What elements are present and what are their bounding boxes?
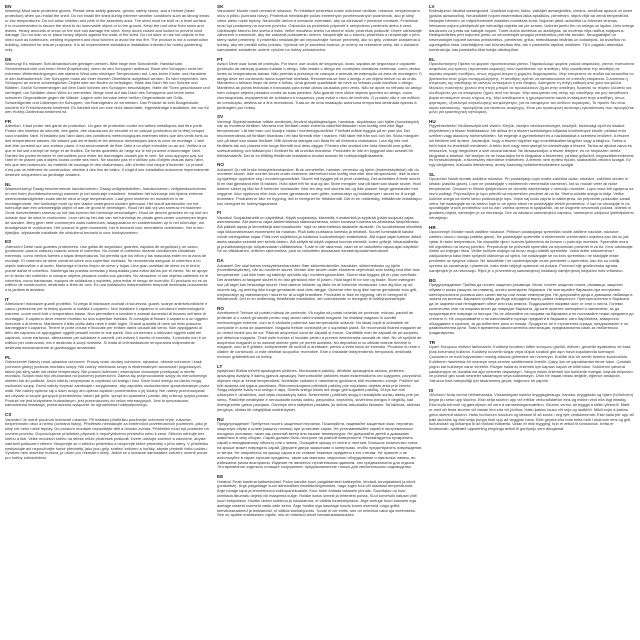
language-section-sl bbox=[429, 172, 634, 221]
language-section-no bbox=[217, 162, 422, 206]
warning-paragraph: Attention, il faut porter des gants de protection. Un gant de protection contre les arêtes métalliques doit être porté. Portez des lunettes de sécurité, des gants, des chaussures de sécurité et un casque (protection de la tête) lorsque vous installez l'abri. N'installez pas l'abri dans des conditions météorologiques extrêmes telles que des vents forts ou des températures basses. Ne laissez pas les enfants et les animaux domestiques dans la zone de montage. L'abri doit être construit sur une surface plane. Il est recommandé de fixer l'abri à un objet immobile ou au sol. Veillez à ce que le toit soit exempt de neige et de feuilles. De fortes quantités de neige sur le toit peuvent endommager l'abri. Gardez les portes fermées et verrouillées pour éviter les dommages causés par le vent. Ne vous appuyez pas sur l'abri et ne placez pas d'objets lourds contre ses murs. Ne stockez pas et n'utilisez pas d'objets chauds dans l'abri, tels que des barbecues, du matériel de soudage et des chalumeaux, afin d'éviter tout risque d'incendie. Le produit n'est pas un bâtiment de construction, destiné à des fins de loisirs. Il s'agit d'une installation autonome impermanente destinée uniquement au jardinage amateur. bbox=[5, 123, 210, 177]
warning-paragraph: Предупреждение! Требуется носить защитные перчатки. Пожалуйста, надевайте защитные очки, перчатки, защитную обувь и шлем (защиту головы) при установке сарая. Не устанавливайте сарай в экстремальных погодных условиях, таких как сильный ветер или низкие температуры. Не допускайте детей и домашних животных в зону сборки. Сарай должен быть построен на ровной поверхности. Рекомендуется прикрепить сарай к неподвижному объекту или к земле. Очищайте крышу от снега и листьев. Большое количество снега на крыше может повредить сарай. Держите двери закрытыми и запертыми, чтобы предотвратить повреждения от ветра. Не опирайтесь на крышу сарая и не ставьте тяжелые предметы к его стенам. Не храните и не используйте в сарае горячие предметы, такие как мангалы, сварочное оборудование и паяльные лампы, во избежание риска возгорания. Изделие не является строительным зданием, оно предназначено для отдыха. Это временное отдельно стоящее сооружение, предназначенное только для любительского садоводства. bbox=[217, 420, 422, 470]
language-code: PT bbox=[217, 56, 223, 62]
text-column-1 bbox=[5, 4, 210, 636]
warning-paragraph: Opozorilo! Nositi morate zaščitne rokavice. Pri postavljanju lope nosite zaščitna očala, rokavice, zaščitno obutev in čelado (zaščita glave). Lope ne postavljajte v ekstremnih vremenskih razmerah, kot so močan veter ali nizke temperature. Otrokom in hišnim ljubljenčkom ne dovolite zadrževanja v območju montaže. Lopa mora biti zgrajena na ravni podlagi. Priporočljivo je lopo pritrditi na nepremičen predmet ali na tla. Streho očistite snega in listja. Velike količine snega na strehi lahko poškodujejo lopo. Vrata naj bodo zaprta in zaklenjena, da preprečite poškodbe zaradi vetra. Ne naslanjajte se na streho lope in ob njene stene ne postavljajte težkih predmetov. V lopi ne shranjujte in ne uporabljajte vročih predmetov, kot so žari, varilna oprema in spajkalniki, da se izognete nevarnosti požara. Izdelek ni gradbeni objekt, namenjen je za rekreacijo. Gre za začasno samostoječo napravo, namenjeno izključno ljubiteljskemu vrtnarjenju. bbox=[429, 176, 634, 221]
language-section-pt bbox=[217, 57, 422, 111]
warning-paragraph: Varování! Je nutné používat ochranné rukavice. Při instalaci přístřešku používejte ochranné brýle, rukavice, bezpečnostní obuv a helmu (ochrana hlavy). Přístřešek neinstalujte za extrémních povětrnostních podmínek, jako je silný vítr nebo nízké teploty. Do prostoru montáže nepouštějte děti a domácí zvířata. Přístřešek musí být postaven na rovném povrchu. Doporučujeme přístřešek připevnit k nepohyblivému předmětu nebo k zemi. Střechu udržujte bez sněhu a listí. Velké množství sněhu na střeše může přístřešek poškodit. Dveře udržujte zavřené a zamčené, abyste zabránili poškození větrem. Neopírejte se o střechu přístřešku a neopírejte těžké předměty o jeho stěny. V přístřešku neskladujte ani nepoužívejte horké předměty, jako jsou grily, svářecí zařízení a hořáky, abyste předešli riziku požáru. Výrobek není stavební budova, je určen pro rekreační účely. Jedná se o dočasné samostatné zařízení určené pouze pro hobby zahradničení. bbox=[5, 416, 209, 461]
language-section-ru bbox=[217, 417, 422, 471]
language-code: TR bbox=[429, 340, 436, 346]
text-column-3 bbox=[429, 4, 634, 636]
language-code: LV bbox=[429, 4, 435, 9]
warning-paragraph: Viðvörun! Nota verður hlífðarhanska. Vinsamlegast notaðu öryggisgleraugu, hanska, öryggisskó og hjálm (höfuðvörn) þegar þú setur upp skúrinn. Ekki setja skúrinn upp við erfiðar veðuraðstæður eins og mikinn vind eða lágt hitastig. Ekki leyfa börnum og gæludýrum að vera á samsetningarsvæðinu. Skúrinn verður að byggja á sléttu yfirborði. Mælt er með að festa skúrinn við fastan hlut eða við jörðina. Haltu þakinu lausu við snjó og laufblöð. Mikill snjór á þakinu getur skemmt skúrinn. Haltu hurðunum lokuðum og læstum til að koma í veg fyrir vindskemmdir. Ekki halla þér upp að þaki skúrsins og ekki setja þunga hluti upp að veggjum hans. Ekki geyma eða nota heita hluti í skúrnum eins og grill, suðubúnað og lóðlampa til að forðast eldhættu. Varan er ekki bygging, hún er ætluð til tómstunda. Þetta er tímabundin, sjálfstæð uppsetning eingöngu ætluð til garðyrkju sem áhugamál. bbox=[429, 392, 634, 432]
warning-paragraph: Ostrzeżenie! Należy nosić rękawice ochronne. Proszę nosić okulary ochronne, rękawice, obuwie ochronne i kask (ochrona głowy) podczas montażu szopy. Nie należy montować szopy w ekstremalnych warunkach pogodowych, takich jak silny wiatr lub niskie temperatury. Nie pozwól dzieciom i zwierzętom domowym przebywać w strefie montażu. Szopa musi być zbudowana na poziomej powierzchni. Zaleca się przymocowanie szopy do nieruchomego obiektu lub do podłoża. Dach należy utrzymywać w czystości od śniegu i liści. Duże ilości śniegu na dachu mogą uszkodzić szopę. Drzwi należy trzymać zamknięte i zaryglowane, aby zapobiec uszkodzeniom spowodowanym przez wiatr. Nie należy opierać się o dach szopy ani opierać ciężkich przedmiotów o jej ściany. Nie należy przechowywać ani używać w szopie gorących przedmiotów, takich jak grille, sprzęt do spawania i palniki, aby uniknąć ryzyka pożaru. Produkt nie jest budynkiem budowlanym, jest przeznaczony do celów rekreacyjnych. Jest to tymczasowa, samodzielna instalacja, przeznaczona wyłącznie do ogrodnictwa hobbystycznego. bbox=[5, 358, 210, 408]
language-section-es bbox=[5, 239, 210, 293]
warning-paragraph: Hoiatus! Peab kandma kaitsekindaid. Palun kandke kuuri paigaldamisel kaitseprille, kindaid, turvajalatseid ja kiivrit (peakaitse). Ärge paigaldage kuuri äärmuslikes ilmastikutingimustes, nagu tugev tuul või madalad temperatuurid. Ärge lubage lapsi ja lemmikloomi kokkupanekualale. Kuur tuleb ehitada tasasele pinnale. Soovitatav on kuur kinnitada liikumatu objekti või maapinna külge. Hoidke katus lumest ja lehtedest puhas. Suur lumehulk katusel võib kuuri kahjustada. Hoidke uksed suletuna ja lukustatuna, et vältida tuulekahjustusi. Ärge toetuge kuuri katusele ega asetage raskeid esemeid vastu selle seinu. Ärge hoidke ega kasutage kuuris kuumi esemeid, nagu grillid, keevitusseadmed ja leeklambid, et vältida tulekahjuohtu. Toode ei ole ehitis, see on mõeldud vaba aja veetmiseks. See on ajutine eraldiseisev rajatis, mis on mõeldud ainult harrastusaianduseks. bbox=[217, 478, 417, 518]
language-code: HU bbox=[429, 119, 436, 125]
warning-paragraph: Aviso! Deve usar luvas de proteção. Por favor, use óculos de segurança, luvas, sapatos de segurança e capacete (proteção da cabeça) quando instalar o abrigo. Não instale o abrigo em condições climáticas extremas, como ventos fortes ou temperaturas baixas. Não permita a presença de crianças e animais de estimação na área de montagem. O abrigo deve ser construído numa superfície nivelada. Recomenda-se fixar o abrigo a um objeto imóvel ou ao chão. Mantenha o telhado limpo de neve e folhas. Uma grande quantidade de neve no telhado pode danificar o abrigo. Mantenha as portas fechadas e trancadas para evitar danos causados pelo vento. Não se apoie no telhado do abrigo nem coloque objetos pesados contra as suas paredes. Não guarde nem utilize objetos quentes no abrigo, como churrasqueiras, equipamento de soldadura e maçaricos, para evitar o risco de incêndio. O produto não é um edifício de construção, destina-se a fins recreativos. Trata-se de uma instalação autónoma temporária destinada apenas à jardinagem por hobby. bbox=[217, 61, 422, 110]
language-code: NL bbox=[5, 181, 12, 187]
language-code: DE bbox=[5, 56, 12, 62]
language-section-is bbox=[429, 388, 634, 432]
language-code: CS bbox=[5, 412, 12, 418]
language-code: SV bbox=[217, 114, 224, 120]
language-code: IT bbox=[5, 297, 10, 303]
language-section-pl bbox=[5, 355, 210, 409]
language-code: SL bbox=[429, 172, 435, 178]
language-section-sk bbox=[217, 4, 422, 53]
language-code: ES bbox=[5, 239, 12, 245]
warning-paragraph: Warning! Must wear protective gloves. Please wear safety glasses, gloves, safety shoes, and a helmet (head protection) when you install the shed. Do not install the shed during extreme weather conditions such as strong winds or low temperatures. Do not allow children and pets in the assembly area. The shed must be built on a level surface. It is recommended to secure the shed to an immovable object or to the ground. Keep the roof clear from snow and leaves. Heavy amounts of snow on the roof can damage the shed. Keep doors closed and locked to prevent wind damage. Do not lean on or place heavy objects against the walls of the shed. Do not store or use hot objects in the shed such as barbecues, welding equipment and blow torches to avoid the risk fire. The product is not a construction building, intended for leisure purposes. It is an impermanent standalone installation intended for hobby gardening only. bbox=[5, 8, 210, 52]
warning-paragraph: ¡Atención! Debe usar guantes protectores. Use gafas de seguridad, guantes, zapatos de seguridad y un casco (protección para la cabeza) cuando monte el cobertizo. No monte el cobertizo durante condiciones climáticas extremas, como vientos fuertes o bajas temperaturas. No permita que los niños y las mascotas estén en la zona de montaje. El cobertizo se debe construir sobre una superficie nivelada. Se recomienda asegurar el cobertizo a un objeto inamovible o al suelo. Mantenga el techo limpio de nieve y hojas. Una gran cantidad de nieve en el techo puede dañar el cobertizo. Mantenga las puertas cerradas y bloqueadas para evitar daños por el viento. No se apoye en el techo del cobertizo ni coloque objetos pesados contra sus paredes. No almacene ni use objetos calientes en el cobertizo, como barbacoas, equipos de soldadura y sopletes, para evitar el riesgo de incendio. El producto no es un edificio de construcción, destinado a fines de ocio. Es una instalación independiente temporal destinada únicamente a la jardinería amateur. bbox=[5, 243, 209, 293]
warning-paragraph: Attenzione! Indossare guanti protettivi. Si prega di indossare occhiali di sicurezza, guanti, scarpe antinfortunistiche e casco (protezione per la testa) quando si installa il capanno. Non installare il capanno in condizioni meteorologiche estreme, come venti forti o temperature basse. Non permettere a bambini e animali domestici di trovarsi nell'area di montaggio. Il capanno deve essere montato su una superficie livellata. Si consiglia di fissare il capanno a un oggetto immobile o al terreno. Mantenere il tetto pulito dalla neve e dalle foglie. Grandi quantità di neve sul tetto possono danneggiare il capanno. Tenere le porte chiuse e bloccate per evitare danni causati dal vento. Non appoggiarsi al tetto del capanno né appoggiare oggetti pesanti contro le sue pareti. Non conservare o utilizzare oggetti caldi nel capanno, come barbecue, attrezzature per saldatura e cannelli, per evitare il rischio di incendio. Il prodotto non è un edificio per costruzioni, ma è destinato a scopi ricreativi. Si tratta di un'installazione temporanea indipendente destinata esclusivamente al giardinaggio amatoriale. bbox=[5, 301, 208, 350]
language-code: FI bbox=[217, 210, 222, 216]
language-section-de bbox=[5, 57, 210, 115]
language-section-hu bbox=[429, 119, 634, 168]
warning-paragraph: Προειδοποίηση! Πρέπει να φοράτε προστατευτικά γάντια. Παρακαλούμε φοράτε γυαλιά ασφαλείας, γάντια, παπούτσια ασφαλείας και κράνος (προστασία κεφαλής) όταν εγκαθιστάτε την αποθήκη. Μην εγκαθιστάτε την αποθήκη σε ακραίες καιρικές συνθήκες, όπως ισχυροί άνεμοι ή χαμηλές θερμοκρασίες. Μην επιτρέπετε σε παιδιά και κατοικίδια να βρίσκονται στον χώρο συναρμολόγησης. Η αποθήκη πρέπει να κατασκευαστεί σε επίπεδη επιφάνεια. Συνιστάται η στερέωση της αποθήκης σε ακίνητο αντικείμενο ή στο έδαφος. Διατηρείτε τη στέγη καθαρή από χιόνι και φύλλα. Μεγάλες ποσότητες χιονιού στη στέγη μπορεί να προκαλέσουν ζημιά στην αποθήκη. Κρατάτε τις πόρτες κλειστές και κλειδωμένες για να αποφύγετε ζημιές από τον άνεμο. Μην ακουμπάτε στη στέγη της αποθήκης και μην τοποθετείτε βαριά αντικείμενα στους τοίχους της. Μην αποθηκεύετε ή χρησιμοποιείτε καυτά αντικείμενα στην αποθήκη, όπως ψησταριές, εξοπλισμό συγκόλλησης και φλόγιστρα, για να αποφύγετε τον κίνδυνο πυρκαγιάς. Το προϊόν δεν είναι κτίριο κατασκευής, προορίζεται για σκοπούς αναψυχής. Είναι μια προσωρινή αυτόνομη εγκατάσταση που προορίζεται μόνο για ερασιτεχνική κηπουρική. bbox=[429, 61, 634, 115]
warning-paragraph: Figyelmeztetés! Védőkesztyűt kell viselni. Kérjük, viseljen védőszemüveget, kesztyűt, biztonsági cipőt és sisakot (fejvédelem) a fészer felállításakor. Ne állítsa fel a fészert szélsőséges időjárási körülmények között, például erős szélben vagy alacsony hőmérsékleten. Ne engedje a gyermekeket és a háziállatokat a szerelési területre. A fészert sík felületre kell építeni. Javasoljuk, hogy a fészert rögzítse egy mozdíthatatlan tárgyhoz vagy a talajhoz. Tartsa a tetőt hótól és levelektől mentesen. A tetőn lévő nagy mennyiségű hó károsíthatja a fészert. Tartsa az ajtókat zárva és reteszelve, hogy megelőzze a szél okozta károkat. Ne támaszkodjon a fészer tetejére, és ne helyezzen nehéz tárgyakat a falaihoz. Ne tároljon és ne használjon forró tárgyakat a fészerben, például grillsütőt, hegesztőberendezést és forrasztólámpát, a tűzveszély elkerülése érdekében. A termék nem építési épület, szabadidős célokra szolgál. Ez egy ideiglenes, különálló létesítmény, amely kizárólag hobbikertészkedésre szolgál. bbox=[429, 123, 634, 168]
warning-paragraph: Uyarı! Koruyucu eldiven takılmalıdır. Kulübeyi kurarken lütfen koruyucu gözlük, eldiven, güvenlik ayakkabısı ve kask (baş koruması) kullanın. Kulübeyi kuvvetli rüzgar veya düşük sıcaklık gibi aşırı hava koşullarında kurmayın. Çocukların ve evcil hayvanların montaj alanına girmesine izin vermeyin. Kulübe düz bir zemin üzerine kurulmalıdır. Kulübenin hareketsiz bir nesneye veya zemine sabitlenmesi önerilir. Çatıyı kar ve yapraklardan temiz tutun. Çatıdaki yoğun kar kulübeye zarar verebilir. Rüzgar hasarını önlemek için kapıları kapalı ve kilitli tutun. Kulübenin çatısına yaslanmayın ve duvarlarına ağır nesneler dayamayın. Yangın riskini önlemek için kulübede mangal, kaynak ekipmanı ve pürmüz gibi sıcak nesneler saklamayın veya kullanmayın. Ürün bir inşaat binası değildir, eğlence amaçlıdır. Yalnızca hobi bahçeciliği için tasarlanmış geçici, bağımsız bir yapıdır. bbox=[429, 344, 633, 384]
language-section-lt bbox=[217, 364, 422, 413]
language-section-ro bbox=[217, 306, 422, 360]
language-section-en bbox=[5, 4, 210, 53]
language-code: EE bbox=[217, 474, 224, 480]
language-section-hr bbox=[429, 225, 634, 274]
language-section-ee bbox=[217, 474, 422, 518]
language-section-sv bbox=[217, 114, 422, 158]
language-section-el bbox=[429, 57, 634, 115]
language-section-bg bbox=[429, 278, 634, 336]
language-code: EL bbox=[429, 56, 435, 62]
warning-paragraph: Varovanie! Musíte nosiť ochranné rukavice. Pri inštalácii prístrešku noste ochranné okuliare, rukavice, bezpečnostnú obuv a prilbu (ochrana hlavy). Prístrešok neinštalujte počas extrémnych poveternostných podmienok, ako je silný vietor alebo nízke teploty. Nedovoľte deťom a domácim zvieratám, aby sa zdržiavali v priestore montáže. Prístrešok musí byť postavený na rovnom povrchu. Odporúča sa prístrešok pripevniť k nehybnému predmetu alebo k zemi. Udržiavajte strechu bez snehu a lístia. Veľké množstvo snehu na streche môže prístrešok poškodiť. Dvere udržiavajte zatvorené a zamknuté, aby ste zabránili poškodeniu vetrom. Neopierajte sa o strechu prístrešku a neopierajte o jeho steny ťažké predmety. V prístrešku neskladujte ani nepoužívajte horúce predmety, ako sú grily, zváracie zariadenia a horáky, aby ste predišli riziku požiaru. Výrobok nie je stavebná budova, je určený na rekreačné účely. Ide o dočasné samostatné zariadenie určené výlučne na hobby záhradníctvo. bbox=[217, 8, 422, 52]
warning-paragraph: Advarsel! Der skal bæres beskyttelseshandsker. Bær sikkerhedsbriller, handsker, sikkerhedssko og hjelm (hovedbeskyttelse), når du monterer skuret. Monter ikke skuret under ekstreme vejrforhold som kraftig vind eller lave temperaturer. Lad ikke børn og kæledyr opholde sig i monteringsområdet. Skuret skal bygges på en plan overflade. Det anbefales at fastgøre skuret til en fast genstand eller til jorden. Hold taget fri for sne og blade. Store mængder sne på taget kan beskadige skuret. Hold dørene lukkede og låste for at forhindre vindskader. Læn dig ikke op ad skurets tag, og anbring ikke tunge genstande mod dets vægge. Opbevar eller brug ikke varme genstande som grill, svejseudstyr og blæselamper i skuret for at undgå brandfare. Produktet er ikke en bygning, det er beregnet til fritidsformål. Det er en midlertidig, fritstående installation, der udelukkende er beregnet til hobbyhavearbejde. bbox=[217, 262, 420, 302]
language-code: SK bbox=[217, 4, 224, 9]
language-code: PL bbox=[5, 354, 11, 360]
language-section-nl bbox=[5, 182, 210, 236]
warning-paragraph: Varoitus! Suojakäsineitä on käytettävä. Käytä suojalaseja, käsineitä, turvakenkiä ja kypärää (pään suojaus) vajaa asentaessasi. Älä asenna vajaa äärimmäisissä sääolosuhteissa, kuten kovassa tuulessa tai alhaisissa lämpötiloissa. Älä päästä lapsia ja lemmikkejä asennusalueelle. Vaja on rakennettava tasaiselle alustalle. On suositeltavaa kiinnittää vaja liikkumattomaan esineeseen tai maahan. Pidä katto puhtaana lumesta ja lehdistä. Suuret lumimäärät katolla voivat vahingoittaa vajaa. Pidä ovet suljettuina ja lukittuina tuulivahinkojen estämiseksi. Älä nojaa vajan kattoon äläkä aseta raskaita esineitä sen seiniä vasten. Älä säilytä tai käytä vajassa kuumia esineitä, kuten grillejä, hitsauslaitteita ja puhalluslamppuja, tulipalovaaran välttämiseksi. Tuote ei ole rakennus, vaan se on tarkoitettu vapaa-ajan käyttöön. Se on väliaikainen, erillinen rakennelma, joka on tarkoitettu ainoastaan harrastuspuutarhanhoitoon. bbox=[217, 214, 422, 254]
language-code: NO bbox=[217, 162, 224, 168]
language-code: DA bbox=[217, 258, 224, 264]
language-code: FR bbox=[5, 119, 12, 125]
language-section-lv bbox=[429, 4, 634, 53]
warning-paragraph: Waarschuwing! Draag beschermende handschoenen. Draag veiligheidsbrillen, handschoenen, veiligheidsschoenen en een helm (hoofdbescherming) wanneer je het tuinhuisje installeert. Installeer het tuinhuisje niet tijdens extreme weersomstandigheden zoals sterke wind of lage temperaturen. Laat geen kinderen en huisdieren in de montageruimte. Het tuinhuisje moet op een vlakke ondergrond worden gebouwd. Het wordt aanbevolen om het tuinhuisje aan een onbeweeglijk object of aan de grond te bevestigen. Houd het dak vrij van sneeuw en bladeren. Grote hoeveelheden sneeuw op het dak kunnen het tuinhuisje beschadigen. Houd de deuren gesloten en op slot om schade door de wind te voorkomen. Leun niet op het dak van het tuinhuisje en plaats geen zware voorwerpen tegen de wanden. Berg geen hete voorwerpen zoals barbecues, lasapparatuur en soldeerbouten op in het tuinhuisje, om brandgevaar te voorkomen. Het product is geen bouwwerk, het is bedoeld voor recreatieve doeleinden. Het is een tijdelijke, vrijstaande installatie die uitsluitend bedoeld is voor hobbytuinieren. bbox=[5, 185, 208, 235]
language-section-cs bbox=[5, 412, 210, 461]
warning-paragraph: Upozorenje! Morate nositi zaštitne rukavice. Prilikom postavljanja spremišta nosite zaštitne naočale, rukavice, zaštitnu obuću i kacigu (zaštita glave). Ne postavljajte spremište u ekstremnim vremenskim uvjetima kao što su jak vjetar ili niske temperature. Ne dopustite djeci i kućnim ljubimcima da borave u području montaže. Spremište mora biti izgrađeno na ravnoj površini. Preporučuje se pričvrstiti spremište za nepomičan predmet ili za tlo. Krov održavajte čistim od snijega i lišća. Velike količine snijega na krovu mogu oštetiti spremište. Vrata držite zatvorenima i zaključanima kako biste spriječili oštećenja od vjetra. Ne naslanjajte se na krov spremišta i ne stavljajte teške predmete uz njegove zidove. Ne skladištite i ne upotrebljavajte vruće predmete u spremištu, kao što su roštilji, oprema za zavarivanje i plamenici, kako biste izbjegli opasnost od požara. Proizvod nije građevinska zgrada, namijenjen je za rekreaciju. Riječ je o privremenoj samostojećoj instalaciji namijenjenoj isključivo hobi vrtlarstvu. bbox=[429, 229, 633, 273]
warning-paragraph: Avertisment! Trebuie să purtați mănuși de protecție. Vă rugăm să purtați ochelari de protecție, mănuși, pantofi de protecție și o cască (protecție pentru cap) atunci când instalați magazia. Nu instalați magazia în condiții meteorologice extreme, cum ar fi vânturile puternice sau temperaturile scăzute. Nu lăsați copiii și animalele de companie în zona de asamblare. Magazia trebuie construită pe o suprafață plană. Se recomandă fixarea magaziei de un obiect imobil sau de sol. Păstrați acoperișul curat de zăpadă și frunze. Cantitățile mari de zăpadă de pe acoperiș pot deteriora magazia. Țineți ușile închise și încuiate pentru a preveni deteriorarea cauzată de vânt. Nu vă sprijiniți de acoperișul magaziei și nu așezați obiecte grele pe pereții acesteia. Nu depozitați și nu utilizați obiecte fierbinți în magazie, cum ar fi grătare, echipamente de sudură și arzătoare, pentru a evita riscul de incendiu. Produsul nu este o clădire de construcții, ci este destinat scopurilor recreative. Este o instalație independentă, temporară, destinată exclusiv grădinăritului ca hobby. bbox=[217, 310, 422, 360]
language-code: LT bbox=[217, 363, 223, 369]
warning-paragraph: Warnung! Es müssen Schutzhandschuhe getragen werden. Bitte trage eine Schutzbrille, Handschuhe, Sicherheitsschuhe und einen Helm (Kopfschutz), wenn du den Schuppen aufbaust. Baue den Schuppen nicht bei extremen Wetterbedingungen wie starkem Wind oder niedrigen Temperaturen auf. Lass keine Kinder und Haustiere in den Aufbaubereich. Der Schuppen muss auf einer ebenen Oberfläche aufgebaut werden. Es wird empfohlen, den Schuppen an einem unbeweglichen Objekt oder am Boden zu befestigen. Halte das Dach frei von Schnee und Blättern. Große Schneemengen auf dem Dach können den Schuppen beschädigen. Halte die Türen geschlossen und verriegelt, um Schäden durch Wind zu vermeiden. Neige nicht auf das Dach des Schuppens und lehne keine schweren Gegenstände gegen die Wände. Lagere oder benutze keine heißen Gegenstände wie Grills, Schweißgeräte und Lötlampen im Schuppen, um Brandgefahr zu vermeiden. Das Produkt ist kein Baugebäude, sondern für Freizeitzwecke bestimmt. Es handelt sich um eine nicht dauerhafte, eigenständige Installation, die nur für den Hobby-Gartenbau bestimmt ist. bbox=[5, 61, 210, 115]
warning-paragraph: Varning! Skyddshandskar måste användas. Använd skyddsglasögon, handskar, skyddsskor och hjälm (huvudskydd) när du monterar förrådet. Montera inte förrådet under extrema väderförhållanden som kraftig vind eller låga temperaturer. Låt inte barn och husdjur vistas i monteringsområdet. Förrådet måste byggas på en plan yta. Det rekommenderas att förrådet förankras i ett fast föremål eller i marken. Håll taket fritt från snö och löv. Stora mängder snö på taket kan skada förrådet. Håll dörrarna stängda och låsta för att förhindra vindskador. Luta dig inte mot förrådets tak och placera inte tunga föremål mot dess väggar. Förvara eller använd inte heta föremål som grillar, svetsutrustning och blåslampor i förrådet för att undvika brandrisk. Produkten är inte en byggnad utan avsedd för fritidsändamål. Det är en tillfällig fristående installation endast avsedd för hobbyträdgårdsarbete. bbox=[217, 118, 419, 158]
language-code: HR bbox=[429, 224, 436, 230]
language-code: RU bbox=[217, 416, 224, 422]
language-section-tr bbox=[429, 340, 634, 384]
warning-paragraph: Advarsel! Du må bruke beskyttelseshansker. Bruk vernebriller, hansker, vernesko og hjelm (hodebeskyttelse) når du monterer skuret. Ikke monter skuret under ekstreme værforhold som kraftig vind eller lave temperaturer. Ikke la barn og kjæledyr oppholde seg i monteringsområdet. Skuret må bygges på et jevnt underlag. Det anbefales å feste skuret til en fast gjenstand eller til bakken. Hold taket fritt for snø og løv. Store mengder snø på taket kan skade skuret. Hold dørene lukket og låst for å forhindre vindskader. Ikke len deg mot skurets tak og ikke plasser tunge gjenstander mot veggene. Ikke oppbevar eller bruk varme gjenstander som griller, sveiseutstyr og loddelamper i skuret for å unngå brannfare. Produktet er ikke en bygning, det er beregnet for fritidsformål. Det er en midlertidig, frittstående installasjon kun beregnet for hobbyhagearbeid. bbox=[217, 166, 422, 206]
warning-paragraph: Brīdinājums! Jāvalkā aizsargcimdi. Uzstādot nojumi, lūdzu, valkājiet aizsargbrilles, cimdus, drošības apavus un ķiveri (galvas aizsardzība). Neuzstādiet nojumi ekstremālos laika apstākļos, piemēram, stiprā vējā vai zemā temperatūrā. Neļaujiet bērniem un mājdzīvniekiem atrasties montāžas zonā. Nojumei jābūt uzbūvētai uz līdzenas virsmas. Ieteicams nojumi piestiprināt pie nekustīga objekta vai pie zemes. Uzturiet jumtu tīru no sniega un lapām. Liels sniega daudzums uz jumta var sabojāt nojumi. Turiet durvis aizvērtas un aizslēgtas, lai novērstu vēja radītus bojājumus. Neatspiedieties pret nojumes jumtu un nenovietojiet smagus priekšmetus pret tās sienām. Neuzglabājiet un neizmantojiet nojumē karstus priekšmetus, piemēram, grilus, metināšanas iekārtas un lodlampas, lai izvairītos no ugunsgrēka riska. Izstrādājums nav būvniecības ēka, tas ir paredzēts atpūtas nolūkiem. Tā ir pagaidu atsevišķa konstrukcija, kas paredzēta tikai hobija dārzkopībai. bbox=[429, 8, 634, 52]
language-code: RO bbox=[217, 306, 224, 312]
language-section-fr bbox=[5, 119, 210, 177]
text-column-2 bbox=[217, 4, 422, 636]
language-code: EN bbox=[5, 4, 12, 9]
language-section-fi bbox=[217, 210, 422, 254]
language-section-it bbox=[5, 297, 210, 351]
warning-paragraph: Įspėjimas! Būtina mūvėti apsaugines pirštines. Montuodami pašiūrę, dėvėkite apsauginius akinius, pirštines, apsauginę avalynę ir šalmą (galvos apsauga). Nemontuokite pašiūrės esant ekstremalioms oro sąlygoms, pavyzdžiui, stipriam vėjui ar žemai temperatūrai. Neleiskite vaikams ir naminiams gyvūnams būti montavimo zonoje. Pašiūrė turi būti statoma ant lygaus paviršiaus. Rekomenduojama pritvirtinti pašiūrę prie nejudamo objekto arba prie žemės. Stogą laikykite švarų nuo sniego ir lapų. Didelis sniego kiekis ant stogo gali sugadinti pašiūrę. Durys turi būti uždarytos ir užrakintos, kad vėjas nepadarytų žalos. Nesiremkite į pašiūrės stogą ir nestatykite sunkių daiktų prie jos sienų. Pašiūrėje nelaikykite ir nenaudokite karštų daiktų, pavyzdžiui, kepsninių, suvirinimo įrangos ir degiklių, kad išvengtumėte gaisro pavojaus. Gaminys nėra statybinis pastatas, jis skirtas laisvalaikio tikslams. Tai laikinas, atskiras įrenginys, skirtas tik mėgėjiškai sodininkystei. bbox=[217, 368, 422, 412]
warning-paragraph: Предупреждение! Трябва да носите защитни ръкавици. Моля, носете защитни очила, ръкавици, защитни обувки и каска (защита на главата), когато монтирате бараката. Не монтирайте бараката при екстремни метеорологични условия като силен вятър или ниски температури. Не допускайте деца и домашни любимци в зоната на монтаж. Бараката трябва да бъде изградена върху равна повърхност. Препоръчително е бараката да се закрепи към неподвижен обект или към земята. Поддържайте покрива чист от сняг и листа. Големи количества сняг на покрива могат да повредят бараката. Дръжте вратите затворени и заключени, за да предотвратите повреди от вятъра. Не се облягайте на покрива на бараката и не поставяйте тежки предмети до стените ѝ. Не съхранявайте и не използвайте горещи предмети в бараката, като барбекюта, заваръчно оборудване и горелки, за да избегнете риск от пожар. Продуктът не е строителна сграда, предназначен е за развлекателни цели. Това е временна самостоятелна инсталация, предназначена само за любителско градинарство. bbox=[429, 281, 634, 336]
language-code: IS bbox=[429, 388, 434, 394]
language-code: BG bbox=[429, 277, 436, 283]
language-section-da bbox=[217, 258, 422, 302]
